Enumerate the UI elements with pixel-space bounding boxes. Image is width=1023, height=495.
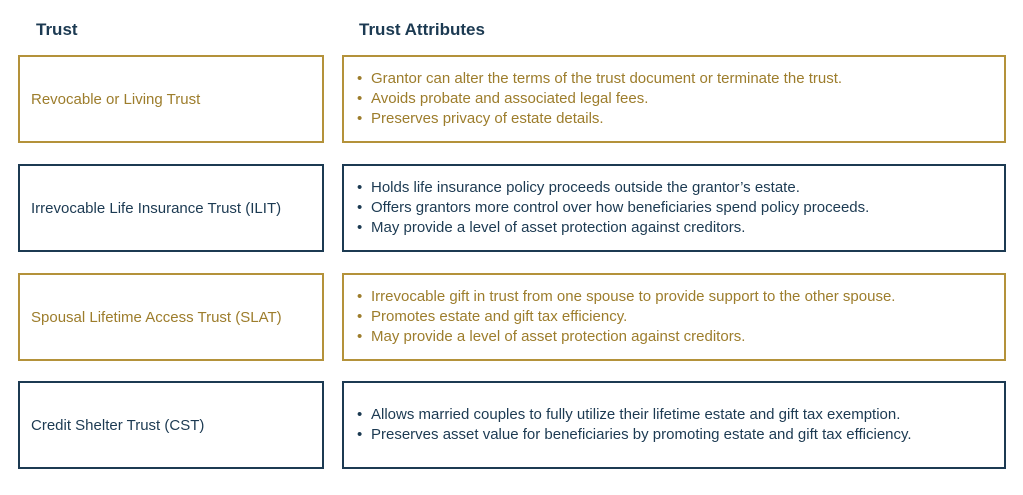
trust-attributes-column-header: Trust Attributes [359,20,485,39]
trust-attribute: • May provide a level of asset protection against creditors. [357,218,869,238]
trust-attributes-list [344,178,869,238]
trust-attributes-box [342,273,1006,361]
trust-row-slat [18,273,1006,361]
trust-attribute: • Offers grantors more control over how beneficiaries spend policy proceeds. [357,198,869,218]
trust-name-box [18,55,324,143]
trust-row-revocable [18,55,1006,143]
trust-attributes-box [342,164,1006,252]
trust-name: Irrevocable Life Insurance Trust (ILIT) [31,199,282,217]
trust-row-cst [18,381,1006,469]
trust-name-box [18,273,324,361]
trust-attributes-box [342,55,1006,143]
trust-attribute: • Avoids probate and associated legal fees. [357,89,842,109]
trust-row-ilit [18,164,1006,252]
trust-attribute: • Allows married couples to fully utilize their lifetime estate and gift tax exemption. [357,405,912,425]
trust-attributes-box [342,381,1006,469]
trust-name: Credit Shelter Trust (CST) [31,416,205,434]
trust-attributes-list [344,69,842,129]
trust-attributes-list [344,405,912,445]
trust-attribute: • Holds life insurance policy proceeds outside the grantor’s estate. [357,178,869,198]
trust-attribute: • May provide a level of asset protection against creditors. [357,327,895,347]
trust-attribute: • Grantor can alter the terms of the trust document or terminate the trust. [357,69,842,89]
trust-attribute: • Irrevocable gift in trust from one spouse to provide support to the other spouse. [357,287,895,307]
trust-name-box [18,164,324,252]
trust-attribute: • Preserves privacy of estate details. [357,109,842,129]
trust-name: Revocable or Living Trust [31,90,201,108]
trust-attribute: • Preserves asset value for beneficiaries by promoting estate and gift tax efficiency. [357,425,912,445]
trust-attributes-list [344,287,895,347]
trust-column-header: Trust [36,20,78,39]
trust-name: Spousal Lifetime Access Trust (SLAT) [31,308,282,326]
trust-name-box [18,381,324,469]
trust-attribute: • Promotes estate and gift tax efficiency. [357,307,895,327]
